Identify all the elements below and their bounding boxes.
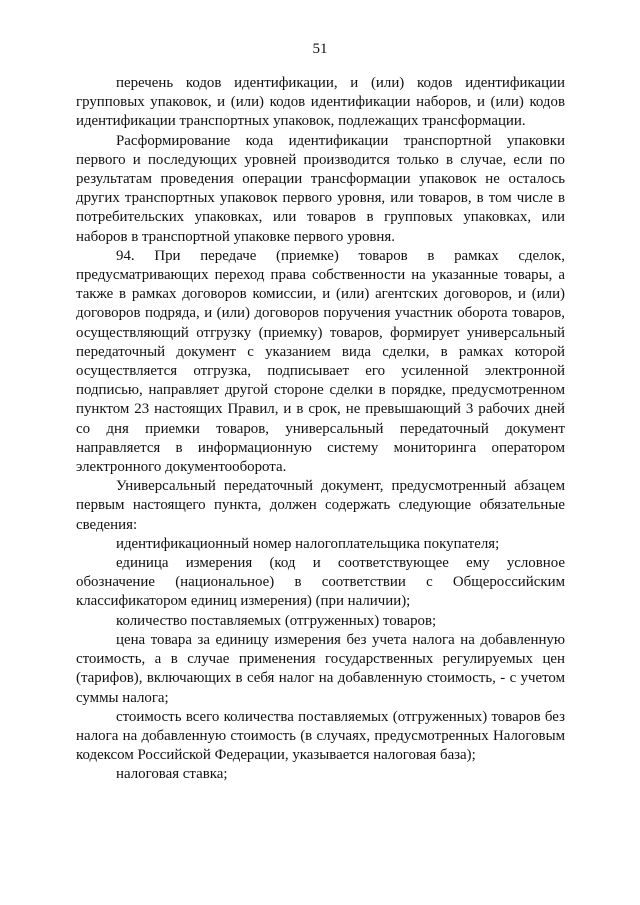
paragraph-quantity: количество поставляемых (отгруженных) товаров;: [116, 612, 437, 629]
paragraph-item-94: 94. При передаче (приемке) товаров в рамках сделок, предусматривающих переход права собственности на указанные товары, а также в рамках договоров комиссии, и (или) агентских договоров, и (или) договоров подряда, и (или) договоров поручения участник оборота товаров, осуществляющий отгрузку (приемку) товаров, формирует универсальный передаточный документ с указанием вида сделки, в рамках которой осуществляется отгрузка, подписывает его усиленной электронной подписью, направляет другой стороне сделки в порядке, предусмотренном пунктом 23 настоящих Правил, и в срок, не превышающий 3 рабочих дней со дня приемки товаров, универсальный передаточный документ направляется в информационную систему мониторинга оператором электронного документооборота.: [76, 247, 565, 476]
document-body: [76, 74, 565, 785]
paragraph-total-cost: стоимость всего количества поставляемых (отгруженных) товаров без налога на добавленную стоимость (в случаях, предусмотренных Налоговым кодексом Российской Федерации, указывается налоговая база);: [76, 708, 565, 764]
paragraph-buyer-inn: идентификационный номер налогоплательщика покупателя;: [116, 535, 500, 552]
paragraph-codes-list: перечень кодов идентификации, и (или) кодов идентификации групповых упаковок, и (или) кодов идентификации наборов, и (или) кодов идентификации транспортных упаковок, подлежащих трансформации.: [76, 75, 565, 130]
page-number: 51: [312, 41, 328, 57]
paragraph-unit-price: цена товара за единицу измерения без учета налога на добавленную стоимость, а в случае применения государственных регулируемых цен (тарифов), включающих в себя налог на добавленную стоимость, - с учетом суммы налога;: [76, 631, 565, 706]
paragraph-tax-rate: налоговая ставка;: [116, 766, 228, 783]
paragraph-required-info: Универсальный передаточный документ, предусмотренный абзацем первым настоящего пункта, должен содержать следующие обязательные сведения:: [76, 478, 565, 533]
paragraph-unpacking: Расформирование кода идентификации транспортной упаковки первого и последующих уровней производится только в случае, если по результатам проведения операции трансформации упаковок не осталось других транспортных упаковок первого уровня, или товаров, в том числе в потребительских упаковках, или товаров в групповых упаковках, или наборов в транспортной упаковке первого уровня.: [76, 132, 565, 245]
paragraph-unit-of-measure: единица измерения (код и соответствующее ему условное обозначение (национальное) в соответствии с Общероссийским классификатором единиц измерения) (при наличии);: [76, 555, 565, 610]
